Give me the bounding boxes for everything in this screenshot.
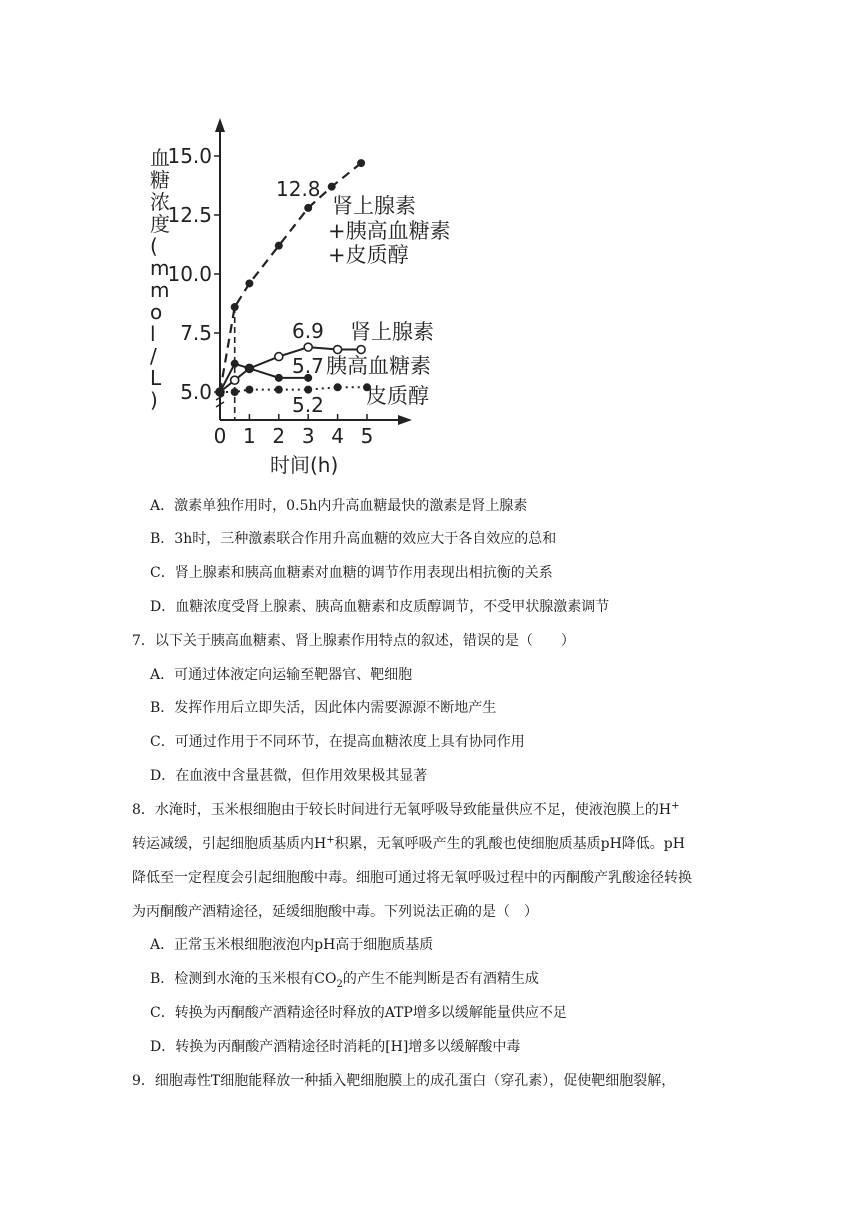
y-axis-label-char: 血 [150, 146, 170, 170]
q7-option-c: C．可通过作用于不同环节，在提高血糖浓度上具有协同作用 [150, 734, 525, 750]
q8-stem-line2 [132, 834, 685, 854]
q7-stem: 7．以下关于胰高血糖素、肾上腺素作用特点的叙述，错误的是（ ） [132, 633, 575, 649]
x-axis-arrow [398, 415, 412, 425]
q8-stem-line2-text-b: 积累，无氧呼吸产生的乳酸也使细胞质基质pH降低。pH [334, 836, 685, 852]
y-tick-label: 10.0 [167, 262, 212, 286]
legend-combined-1: 肾上腺素 [332, 194, 416, 218]
data-point [275, 353, 283, 361]
data-point [275, 374, 283, 382]
q8-option-d: D．转换为丙酮酸产酒精途径时消耗的[H]增多以缓解酸中毒 [150, 1039, 521, 1055]
legend-combined-3: +皮质醇 [328, 243, 409, 267]
q6-option-c: C．肾上腺素和胰高血糖素对血糖的调节作用表现出相抗衡的关系 [150, 565, 553, 581]
data-point [245, 364, 253, 372]
q8-option-a: A．正常玉米根细胞液泡内pH高于细胞质基质 [150, 937, 434, 953]
annotation-combined-peak: 12.8 [276, 177, 321, 201]
q8-stem-line4: 为丙酮酸产酒精途径，延缓细胞酸中毒。下列说法正确的是（ ） [132, 904, 538, 920]
data-point [328, 183, 336, 191]
x-tick-label: 5 [360, 424, 374, 448]
data-point [275, 242, 283, 250]
data-point [245, 386, 253, 394]
y-axis-label-char: o [150, 300, 163, 324]
y-tick-label: 5.0 [180, 380, 212, 404]
data-point [304, 343, 312, 351]
annotation-adrenaline-peak: 6.9 [292, 319, 324, 343]
y-axis-label-char: L [150, 366, 162, 390]
q8-option-b [150, 969, 539, 989]
data-point [357, 346, 365, 354]
y-axis-label-char: / [150, 344, 157, 368]
x-tick-label: 1 [243, 424, 256, 448]
q8-option-b-text-b: 的产生不能判断是否有酒精生成 [342, 971, 539, 987]
data-point [334, 383, 342, 391]
data-point [231, 376, 239, 384]
data-point [231, 360, 239, 368]
y-axis-arrow [215, 118, 225, 132]
q6-option-a: A．激素单独作用时，0.5h内升高血糖最快的激素是肾上腺素 [150, 498, 528, 514]
y-tick-label: 15.0 [167, 144, 212, 168]
y-axis-label-char: m [150, 256, 170, 280]
annotation-cortisol-value: 5.2 [292, 393, 324, 417]
x-tick-label: 3 [301, 424, 315, 448]
q8-stem-line2-text-a: 转运减缓，引起细胞质基质内H [132, 836, 327, 852]
x-tick-label: 4 [331, 424, 344, 448]
q8-option-b-sub: 2 [336, 978, 343, 990]
y-axis-label-char: ) [150, 388, 158, 412]
y-tick-label: 12.5 [167, 203, 212, 227]
q8-stem-line1 [132, 800, 680, 820]
q8-stem-line1-sup: + [671, 800, 680, 812]
q7-option-d: D．在血液中含量甚微，但作用效果极其显著 [150, 768, 428, 784]
data-point [231, 388, 239, 396]
q7-option-a: A．可通过体液定向运输至靶器官、靶细胞 [150, 667, 413, 683]
q8-stem-line2-sup: + [326, 834, 335, 846]
y-tick-label: 7.5 [180, 321, 212, 345]
y-axis-label-char: ( [150, 234, 158, 258]
legend-glucagon: 胰高血糖素 [326, 354, 431, 378]
legend-cortisol: 皮质醇 [366, 384, 429, 408]
series-line-3 [220, 387, 367, 392]
y-axis-label-char: 度 [150, 212, 170, 236]
q6-option-d: D．血糖浓度受肾上腺素、胰高血糖素和皮质醇调节，不受甲状腺激素调节 [150, 599, 610, 615]
chart-svg [120, 110, 480, 490]
y-axis-label-char: m [150, 278, 170, 302]
data-point [245, 279, 253, 287]
q9-stem-line1: 9．细胞毒性T细胞能释放一种插入靶细胞膜上的成孔蛋白（穿孔素），促使靶细胞裂解， [132, 1073, 676, 1089]
legend-combined-2: +胰高血糖素 [328, 219, 451, 243]
q8-option-b-text-a: B．检测到水淹的玉米根有CO [150, 971, 337, 987]
data-point [304, 204, 312, 212]
data-point [334, 346, 342, 354]
legend-adrenaline: 肾上腺素 [350, 320, 434, 344]
annotation-glucagon-peak: 5.7 [292, 354, 324, 378]
data-point [216, 388, 224, 396]
q7-option-b: B．发挥作用后立即失活，因此体内需要源源不断地产生 [150, 700, 497, 716]
data-point [275, 386, 283, 394]
y-axis-label-char: 糖 [150, 168, 170, 192]
q8-stem-line3: 降低至一定程度会引起细胞酸中毒。细胞可通过将无氧呼吸过程中的丙酮酸产乳酸途径转换 [132, 870, 692, 886]
q8-option-c: C．转换为丙酮酸产酒精途径时释放的ATP增多以缓解能量供应不足 [150, 1005, 567, 1021]
y-axis-label-char: 浓 [150, 190, 170, 214]
data-point [231, 303, 239, 311]
x-tick-label: 0 [213, 424, 227, 448]
q8-stem-line1-text: 8．水淹时，玉米根细胞由于较长时间进行无氧呼吸导致能量供应不足，使液泡膜上的H [132, 802, 672, 818]
data-point [357, 159, 365, 167]
x-axis-label: 时间(h) [270, 453, 339, 477]
x-tick-label: 2 [272, 424, 286, 448]
y-axis-label-char: l [150, 322, 156, 346]
blood-glucose-chart [120, 110, 480, 490]
q6-option-b: B．3h时，三种激素联合作用升高血糖的效应大于各自效应的总和 [150, 531, 557, 547]
